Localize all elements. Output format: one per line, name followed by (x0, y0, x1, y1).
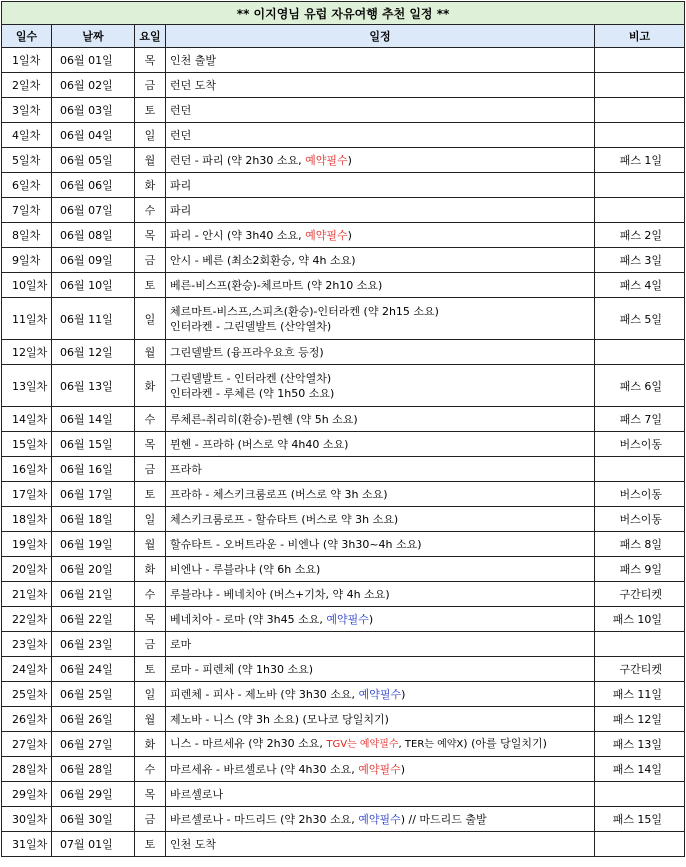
plan-cell[interactable] (166, 123, 595, 148)
date-cell[interactable]: 06월 07일 (52, 198, 135, 223)
plan-text: 런던 (170, 128, 192, 142)
day-cell[interactable]: 17일차 (2, 482, 52, 507)
header-day[interactable]: 일수 (2, 25, 52, 48)
weekday-cell[interactable]: 수 (135, 407, 166, 432)
note-cell[interactable] (595, 73, 685, 98)
plan-text: 베른-비스프(환승)-체르마트 (약 2h10 소요) (170, 278, 383, 292)
plan-cell[interactable] (166, 732, 595, 757)
plan-line (170, 128, 590, 143)
plan-line (170, 662, 590, 677)
plan-text: 파리 (170, 203, 192, 217)
plan-cell[interactable] (166, 457, 595, 482)
date-cell[interactable]: 06월 25일 (52, 682, 135, 707)
day-cell[interactable]: 22일차 (2, 607, 52, 632)
plan-text: 그린델발트 (융프라우요흐 등정) (170, 345, 324, 359)
day-cell[interactable]: 11일차 (2, 298, 52, 340)
day-cell[interactable]: 14일차 (2, 407, 52, 432)
note-cell[interactable] (595, 782, 685, 807)
plan-cell[interactable] (166, 98, 595, 123)
plan-text: 그린델발트 - 인터라켄 (산악열차) (170, 371, 332, 385)
day-cell[interactable]: 6일차 (2, 173, 52, 198)
note-cell[interactable]: 구간티켓 (595, 657, 685, 682)
table-row (2, 365, 685, 407)
plan-cell[interactable] (166, 582, 595, 607)
note-cell[interactable]: 패스 11일 (595, 682, 685, 707)
weekday-cell[interactable]: 화 (135, 732, 166, 757)
date-cell[interactable]: 07월 01일 (52, 832, 135, 857)
plan-line (170, 386, 590, 401)
table-row (2, 732, 685, 757)
note-cell[interactable]: 패스 12일 (595, 707, 685, 732)
plan-cell[interactable] (166, 807, 595, 832)
plan-text: 런던 - 파리 (약 2h30 소요, (170, 153, 306, 167)
note-cell[interactable] (595, 632, 685, 657)
plan-cell[interactable] (166, 482, 595, 507)
plan-line (170, 253, 590, 268)
plan-text: ) (400, 762, 406, 776)
table-row (2, 298, 685, 340)
table-row (2, 832, 685, 857)
day-cell[interactable]: 27일차 (2, 732, 52, 757)
note-cell[interactable]: 패스 6일 (595, 365, 685, 407)
weekday-cell[interactable]: 수 (135, 582, 166, 607)
date-cell[interactable]: 06월 08일 (52, 223, 135, 248)
weekday-cell[interactable]: 토 (135, 832, 166, 857)
plan-line (170, 837, 590, 852)
reservation-note: 예약필수 (358, 762, 401, 776)
day-cell[interactable]: 26일차 (2, 707, 52, 732)
note-cell[interactable] (595, 173, 685, 198)
weekday-cell[interactable]: 금 (135, 457, 166, 482)
table-row (2, 682, 685, 707)
table-row (2, 98, 685, 123)
plan-text: 인터라켄 - 그린델발트 (산악열차) (170, 319, 332, 333)
table-row (2, 532, 685, 557)
plan-line (170, 228, 590, 243)
day-cell[interactable]: 18일차 (2, 507, 52, 532)
note-cell[interactable]: 패스 10일 (595, 607, 685, 632)
weekday-cell[interactable]: 일 (135, 682, 166, 707)
weekday-cell[interactable]: 화 (135, 173, 166, 198)
plan-text: ) (347, 228, 352, 242)
note-cell[interactable]: 버스이동 (595, 507, 685, 532)
weekday-cell[interactable]: 금 (135, 807, 166, 832)
table-row (2, 582, 685, 607)
plan-line (170, 587, 590, 602)
plan-text: 마르세유 - 바르셀로나 (약 4h30 소요, (170, 762, 359, 776)
table-row (2, 482, 685, 507)
day-cell[interactable]: 4일차 (2, 123, 52, 148)
day-cell[interactable]: 8일차 (2, 223, 52, 248)
plan-text: 인천 출발 (170, 53, 217, 67)
plan-text: ) (아를 당일치기) (463, 737, 547, 750)
day-cell[interactable]: 24일차 (2, 657, 52, 682)
plan-cell[interactable] (166, 757, 595, 782)
table-row (2, 73, 685, 98)
note-cell[interactable]: 패스 15일 (595, 807, 685, 832)
note-cell[interactable]: 패스 9일 (595, 557, 685, 582)
date-cell[interactable]: 06월 21일 (52, 582, 135, 607)
table-row (2, 407, 685, 432)
weekday-cell[interactable]: 목 (135, 432, 166, 457)
day-cell[interactable]: 5일차 (2, 148, 52, 173)
sheet-title[interactable]: ** 이지영님 유럽 자유여행 추천 일정 ** (2, 2, 685, 25)
weekday-cell[interactable]: 토 (135, 273, 166, 298)
plan-cell[interactable] (166, 365, 595, 407)
plan-cell[interactable] (166, 532, 595, 557)
plan-line (170, 612, 590, 627)
table-row (2, 248, 685, 273)
plan-line (170, 278, 590, 293)
date-cell[interactable]: 06월 24일 (52, 657, 135, 682)
plan-text: , TER는 예약X (398, 739, 464, 750)
date-cell[interactable]: 06월 29일 (52, 782, 135, 807)
reservation-note: 예약필수 (326, 612, 369, 626)
plan-line (170, 537, 590, 552)
weekday-cell[interactable]: 일 (135, 298, 166, 340)
date-cell[interactable]: 06월 18일 (52, 507, 135, 532)
plan-cell[interactable] (166, 407, 595, 432)
table-row (2, 223, 685, 248)
date-cell[interactable]: 06월 19일 (52, 532, 135, 557)
day-cell[interactable]: 20일차 (2, 557, 52, 582)
table-row (2, 148, 685, 173)
plan-line (170, 203, 590, 218)
plan-text: 인천 도착 (170, 837, 217, 851)
reservation-note: 예약필수 (358, 687, 402, 701)
date-cell[interactable]: 06월 12일 (52, 340, 135, 365)
date-cell[interactable]: 06월 10일 (52, 273, 135, 298)
plan-cell[interactable] (166, 248, 595, 273)
plan-cell[interactable] (166, 432, 595, 457)
plan-text: 니스 - 마르세유 (약 2h30 소요, (170, 737, 327, 750)
table-row (2, 457, 685, 482)
note-cell[interactable]: 버스이동 (595, 482, 685, 507)
note-cell[interactable] (595, 832, 685, 857)
day-cell[interactable]: 3일차 (2, 98, 52, 123)
weekday-cell[interactable]: 화 (135, 557, 166, 582)
plan-text: 로마 (170, 637, 192, 651)
plan-text: 제노바 - 니스 (약 3h 소요) (모나코 당일치기) (170, 712, 389, 726)
day-cell[interactable]: 9일차 (2, 248, 52, 273)
plan-line (170, 562, 590, 577)
plan-line (170, 787, 590, 802)
day-cell[interactable]: 31일차 (2, 832, 52, 857)
plan-text: 루블라냐 - 베네치아 (버스+기차, 약 4h 소요) (170, 587, 390, 601)
plan-text: 인터라켄 - 루체른 (약 1h50 소요) (170, 386, 335, 400)
weekday-cell[interactable]: 토 (135, 98, 166, 123)
date-cell[interactable]: 06월 15일 (52, 432, 135, 457)
date-cell[interactable]: 06월 04일 (52, 123, 135, 148)
plan-line (170, 103, 590, 118)
plan-text: 런던 (170, 103, 192, 117)
weekday-cell[interactable]: 화 (135, 365, 166, 407)
date-cell[interactable]: 06월 28일 (52, 757, 135, 782)
plan-line (170, 78, 590, 93)
table-row (2, 757, 685, 782)
weekday-cell[interactable]: 월 (135, 340, 166, 365)
reservation-note: 예약필수 (305, 228, 348, 242)
date-cell[interactable]: 06월 05일 (52, 148, 135, 173)
weekday-cell[interactable]: 월 (135, 532, 166, 557)
plan-line (170, 812, 590, 827)
date-cell[interactable]: 06월 01일 (52, 48, 135, 73)
plan-text: ) (347, 153, 352, 167)
note-cell[interactable]: 패스 14일 (595, 757, 685, 782)
plan-line (170, 412, 590, 427)
plan-text: 프라하 (170, 462, 202, 476)
note-cell[interactable] (595, 340, 685, 365)
plan-text: 루체른-취리히(환승)-뮌헨 (약 5h 소요) (170, 412, 358, 426)
weekday-cell[interactable]: 금 (135, 632, 166, 657)
note-cell[interactable] (595, 48, 685, 73)
plan-text: 런던 도착 (170, 78, 217, 92)
table-row (2, 782, 685, 807)
day-cell[interactable]: 10일차 (2, 273, 52, 298)
plan-text: ) (401, 687, 406, 701)
date-cell[interactable]: 06월 30일 (52, 807, 135, 832)
table-row (2, 273, 685, 298)
plan-cell[interactable] (166, 273, 595, 298)
header-date[interactable]: 날짜 (52, 25, 135, 48)
weekday-cell[interactable]: 수 (135, 198, 166, 223)
weekday-cell[interactable]: 토 (135, 482, 166, 507)
plan-line (170, 712, 590, 727)
date-cell[interactable]: 06월 11일 (52, 298, 135, 340)
reservation-note: 예약필수 (305, 153, 348, 167)
table-row (2, 607, 685, 632)
plan-cell[interactable] (166, 632, 595, 657)
plan-text: 파리 (170, 178, 192, 192)
plan-cell[interactable] (166, 298, 595, 340)
date-cell[interactable]: 06월 16일 (52, 457, 135, 482)
itinerary-table (1, 1, 685, 857)
header-dow[interactable]: 요일 (135, 25, 166, 48)
day-cell[interactable]: 2일차 (2, 73, 52, 98)
note-cell[interactable]: 버스이동 (595, 432, 685, 457)
plan-cell[interactable] (166, 340, 595, 365)
day-cell[interactable]: 15일차 (2, 432, 52, 457)
day-cell[interactable]: 21일차 (2, 582, 52, 607)
date-cell[interactable]: 06월 14일 (52, 407, 135, 432)
date-cell[interactable]: 06월 27일 (52, 732, 135, 757)
day-cell[interactable]: 28일차 (2, 757, 52, 782)
weekday-cell[interactable]: 목 (135, 607, 166, 632)
table-row (2, 432, 685, 457)
date-cell[interactable]: 06월 17일 (52, 482, 135, 507)
table-row (2, 123, 685, 148)
day-cell[interactable]: 13일차 (2, 365, 52, 407)
header-note[interactable]: 비고 (595, 25, 685, 48)
day-cell[interactable]: 12일차 (2, 340, 52, 365)
reservation-note: TGV는 예약필수 (326, 739, 399, 750)
plan-cell[interactable] (166, 173, 595, 198)
note-cell[interactable] (595, 123, 685, 148)
table-row (2, 557, 685, 582)
plan-cell[interactable] (166, 707, 595, 732)
table-row (2, 198, 685, 223)
plan-cell[interactable] (166, 148, 595, 173)
date-cell[interactable]: 06월 03일 (52, 98, 135, 123)
plan-text: 바르셀로나 (170, 787, 224, 801)
date-cell[interactable]: 06월 02일 (52, 73, 135, 98)
plan-text: 체스키크룸로프 - 할슈타트 (버스로 약 3h 소요) (170, 512, 399, 526)
day-cell[interactable]: 1일차 (2, 48, 52, 73)
date-cell[interactable]: 06월 22일 (52, 607, 135, 632)
day-cell[interactable]: 16일차 (2, 457, 52, 482)
plan-line (170, 512, 590, 527)
day-cell[interactable]: 19일차 (2, 532, 52, 557)
plan-line (170, 462, 590, 477)
itinerary-sheet (1, 1, 684, 857)
table-row (2, 657, 685, 682)
plan-text: ) (368, 612, 374, 626)
table-row (2, 632, 685, 657)
table-row (2, 507, 685, 532)
weekday-cell[interactable]: 수 (135, 757, 166, 782)
date-cell[interactable]: 06월 23일 (52, 632, 135, 657)
plan-cell[interactable] (166, 682, 595, 707)
weekday-cell[interactable]: 일 (135, 123, 166, 148)
plan-text: 안시 - 베른 (최소2회환승, 약 4h 소요) (170, 253, 356, 267)
note-cell[interactable]: 패스 5일 (595, 298, 685, 340)
table-row (2, 340, 685, 365)
note-cell[interactable]: 구간티켓 (595, 582, 685, 607)
plan-cell[interactable] (166, 48, 595, 73)
plan-line (170, 437, 590, 452)
plan-cell[interactable] (166, 198, 595, 223)
plan-text: 피렌체 - 피사 - 제노바 (약 3h30 소요, (170, 687, 359, 701)
weekday-cell[interactable]: 금 (135, 248, 166, 273)
day-cell[interactable]: 23일차 (2, 632, 52, 657)
plan-line (170, 762, 590, 777)
weekday-cell[interactable]: 일 (135, 507, 166, 532)
plan-text: 베네치아 - 로마 (약 3h45 소요, (170, 612, 327, 626)
weekday-cell[interactable]: 목 (135, 48, 166, 73)
weekday-cell[interactable]: 금 (135, 73, 166, 98)
plan-line (170, 53, 590, 68)
plan-line (170, 687, 590, 702)
plan-cell[interactable] (166, 782, 595, 807)
plan-text: 체르마트-비스프,스피츠(환승)-인터라켄 (약 2h15 소요) (170, 304, 439, 318)
note-cell[interactable]: 패스 8일 (595, 532, 685, 557)
day-cell[interactable]: 7일차 (2, 198, 52, 223)
weekday-cell[interactable]: 목 (135, 223, 166, 248)
date-cell[interactable]: 06월 09일 (52, 248, 135, 273)
note-cell[interactable]: 패스 7일 (595, 407, 685, 432)
plan-text: 로마 - 피렌체 (약 1h30 소요) (170, 662, 314, 676)
date-cell[interactable]: 06월 13일 (52, 365, 135, 407)
date-cell[interactable]: 06월 20일 (52, 557, 135, 582)
plan-cell[interactable] (166, 607, 595, 632)
plan-line (170, 319, 590, 334)
weekday-cell[interactable]: 월 (135, 707, 166, 732)
plan-line (170, 178, 590, 193)
itinerary-rows (2, 48, 685, 857)
plan-cell[interactable] (166, 73, 595, 98)
note-cell[interactable]: 패스 1일 (595, 148, 685, 173)
weekday-cell[interactable]: 토 (135, 657, 166, 682)
plan-cell[interactable] (166, 657, 595, 682)
table-row (2, 48, 685, 73)
plan-line (170, 487, 590, 502)
note-cell[interactable] (595, 98, 685, 123)
plan-line (170, 345, 590, 360)
note-cell[interactable] (595, 198, 685, 223)
day-cell[interactable]: 30일차 (2, 807, 52, 832)
plan-text: 바르셀로나 - 마드리드 (약 2h30 소요, (170, 812, 359, 826)
reservation-note: 예약필수 (358, 812, 401, 826)
table-row (2, 173, 685, 198)
table-row (2, 807, 685, 832)
note-cell[interactable]: 패스 4일 (595, 273, 685, 298)
plan-cell[interactable] (166, 507, 595, 532)
plan-cell[interactable] (166, 557, 595, 582)
weekday-cell[interactable]: 목 (135, 782, 166, 807)
plan-text: ) // 마드리드 출발 (400, 812, 487, 826)
day-cell[interactable]: 25일차 (2, 682, 52, 707)
plan-cell[interactable] (166, 832, 595, 857)
date-cell[interactable]: 06월 06일 (52, 173, 135, 198)
plan-text: 프라하 - 체스키크룸로프 (버스로 약 3h 소요) (170, 487, 388, 501)
date-cell[interactable]: 06월 26일 (52, 707, 135, 732)
note-cell[interactable]: 패스 13일 (595, 732, 685, 757)
plan-line (170, 371, 590, 386)
plan-text: 할슈타트 - 오버트라운 - 비엔나 (약 3h30~4h 소요) (170, 537, 422, 551)
weekday-cell[interactable]: 월 (135, 148, 166, 173)
plan-text: 비엔나 - 루블라냐 (약 6h 소요) (170, 562, 321, 576)
plan-text: 파리 - 안시 (약 3h40 소요, (170, 228, 306, 242)
note-cell[interactable]: 패스 3일 (595, 248, 685, 273)
plan-text: 뮌헨 - 프라하 (버스로 약 4h40 소요) (170, 437, 349, 451)
note-cell[interactable] (595, 457, 685, 482)
plan-cell[interactable] (166, 223, 595, 248)
plan-line (170, 736, 590, 752)
table-row (2, 707, 685, 732)
plan-line (170, 637, 590, 652)
header-plan[interactable]: 일정 (166, 25, 595, 48)
day-cell[interactable]: 29일차 (2, 782, 52, 807)
plan-line (170, 153, 590, 168)
note-cell[interactable]: 패스 2일 (595, 223, 685, 248)
plan-line (170, 304, 590, 319)
